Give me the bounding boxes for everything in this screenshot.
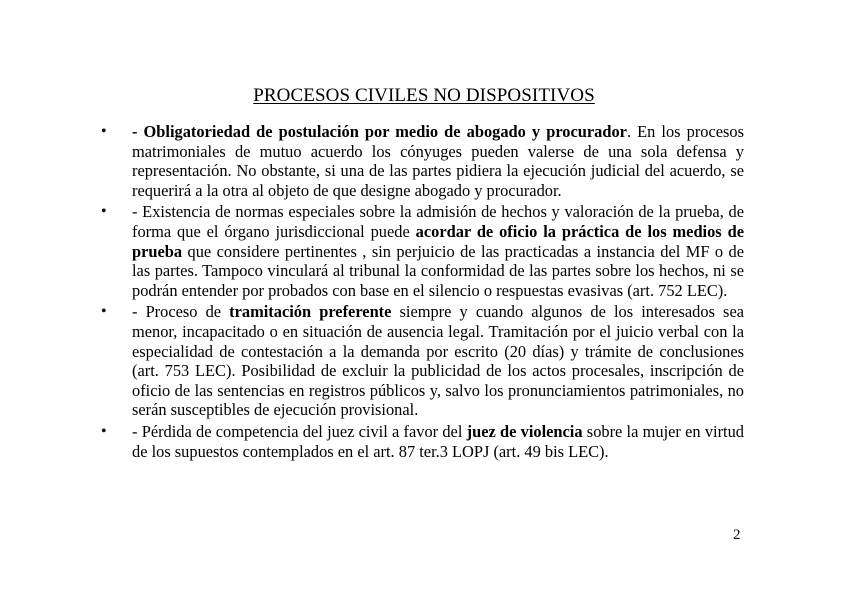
bullet-item-prueba bbox=[101, 202, 744, 300]
bullet-item-postulacion bbox=[101, 122, 744, 200]
bullet-text: siempre y cuando algunos de los interesados sea menor, incapacitado o en situación de ausencia legal. Tramitación por el juicio verbal con la especialidad de contestación a la demanda por escrito (20 días) y trámite de conclusiones (art. 753 LEC). Posibilidad de excluir la publicidad de los actos procesales, inscripción de oficio de las sentencias en registros públicos y, salvo los pronunciamientos patrimoniales, no serán susceptibles de ejecución provisional. bbox=[132, 302, 744, 420]
bullet-icon: • bbox=[101, 303, 107, 321]
bullet-text-bold: tramitación preferente bbox=[229, 302, 392, 322]
bullet-text: . En los procesos matrimoniales de mutuo acuerdo los cónyuges pueden valerse de una sola defensa y representación. No obstante, si una de las partes pidiera la ejecución judicial del acuerdo, se requerirá a la otra al objeto de que designe abogado y procurador. bbox=[132, 122, 744, 200]
bullet-icon: • bbox=[101, 203, 107, 221]
bullet-list bbox=[101, 122, 744, 463]
bullet-text: que considere pertinentes , sin perjuicio de las practicadas a instancia del MF o de las partes. Tampoco vinculará al tribunal la conformidad de las partes sobre los hechos, ni se podrán entender por probados con base en el silencio o respuestas evasivas (art. 752 LEC). bbox=[132, 241, 744, 300]
bullet-text: - Existencia de normas especiales sobre la admisión de hechos y valoración de la prueba, de forma que el órgano jurisdiccional puede bbox=[132, 202, 744, 241]
page-number: 2 bbox=[733, 527, 741, 543]
bullet-text: sobre la mujer en virtud de los supuestos contemplados en el art. 87 ter.3 LOPJ (art. 49 bis LEC). bbox=[132, 421, 744, 461]
bullet-text-bold: juez de violencia bbox=[466, 421, 583, 441]
bullet-text: - Proceso de bbox=[132, 302, 230, 322]
page-title: PROCESOS CIVILES NO DISPOSITIVOS bbox=[253, 85, 595, 106]
bullet-item-competencia bbox=[101, 422, 744, 461]
bullet-text: - Pérdida de competencia del juez civil a favor del bbox=[132, 421, 467, 441]
bullet-text-bold: acordar de oficio la práctica de los medios de prueba bbox=[132, 221, 744, 261]
bullet-item-tramitacion bbox=[101, 302, 744, 420]
bullet-icon: • bbox=[101, 422, 107, 440]
bullet-text-bold: - Obligatoriedad de postulación por medio de abogado y procurador bbox=[132, 122, 627, 141]
bullet-icon: • bbox=[101, 123, 107, 140]
